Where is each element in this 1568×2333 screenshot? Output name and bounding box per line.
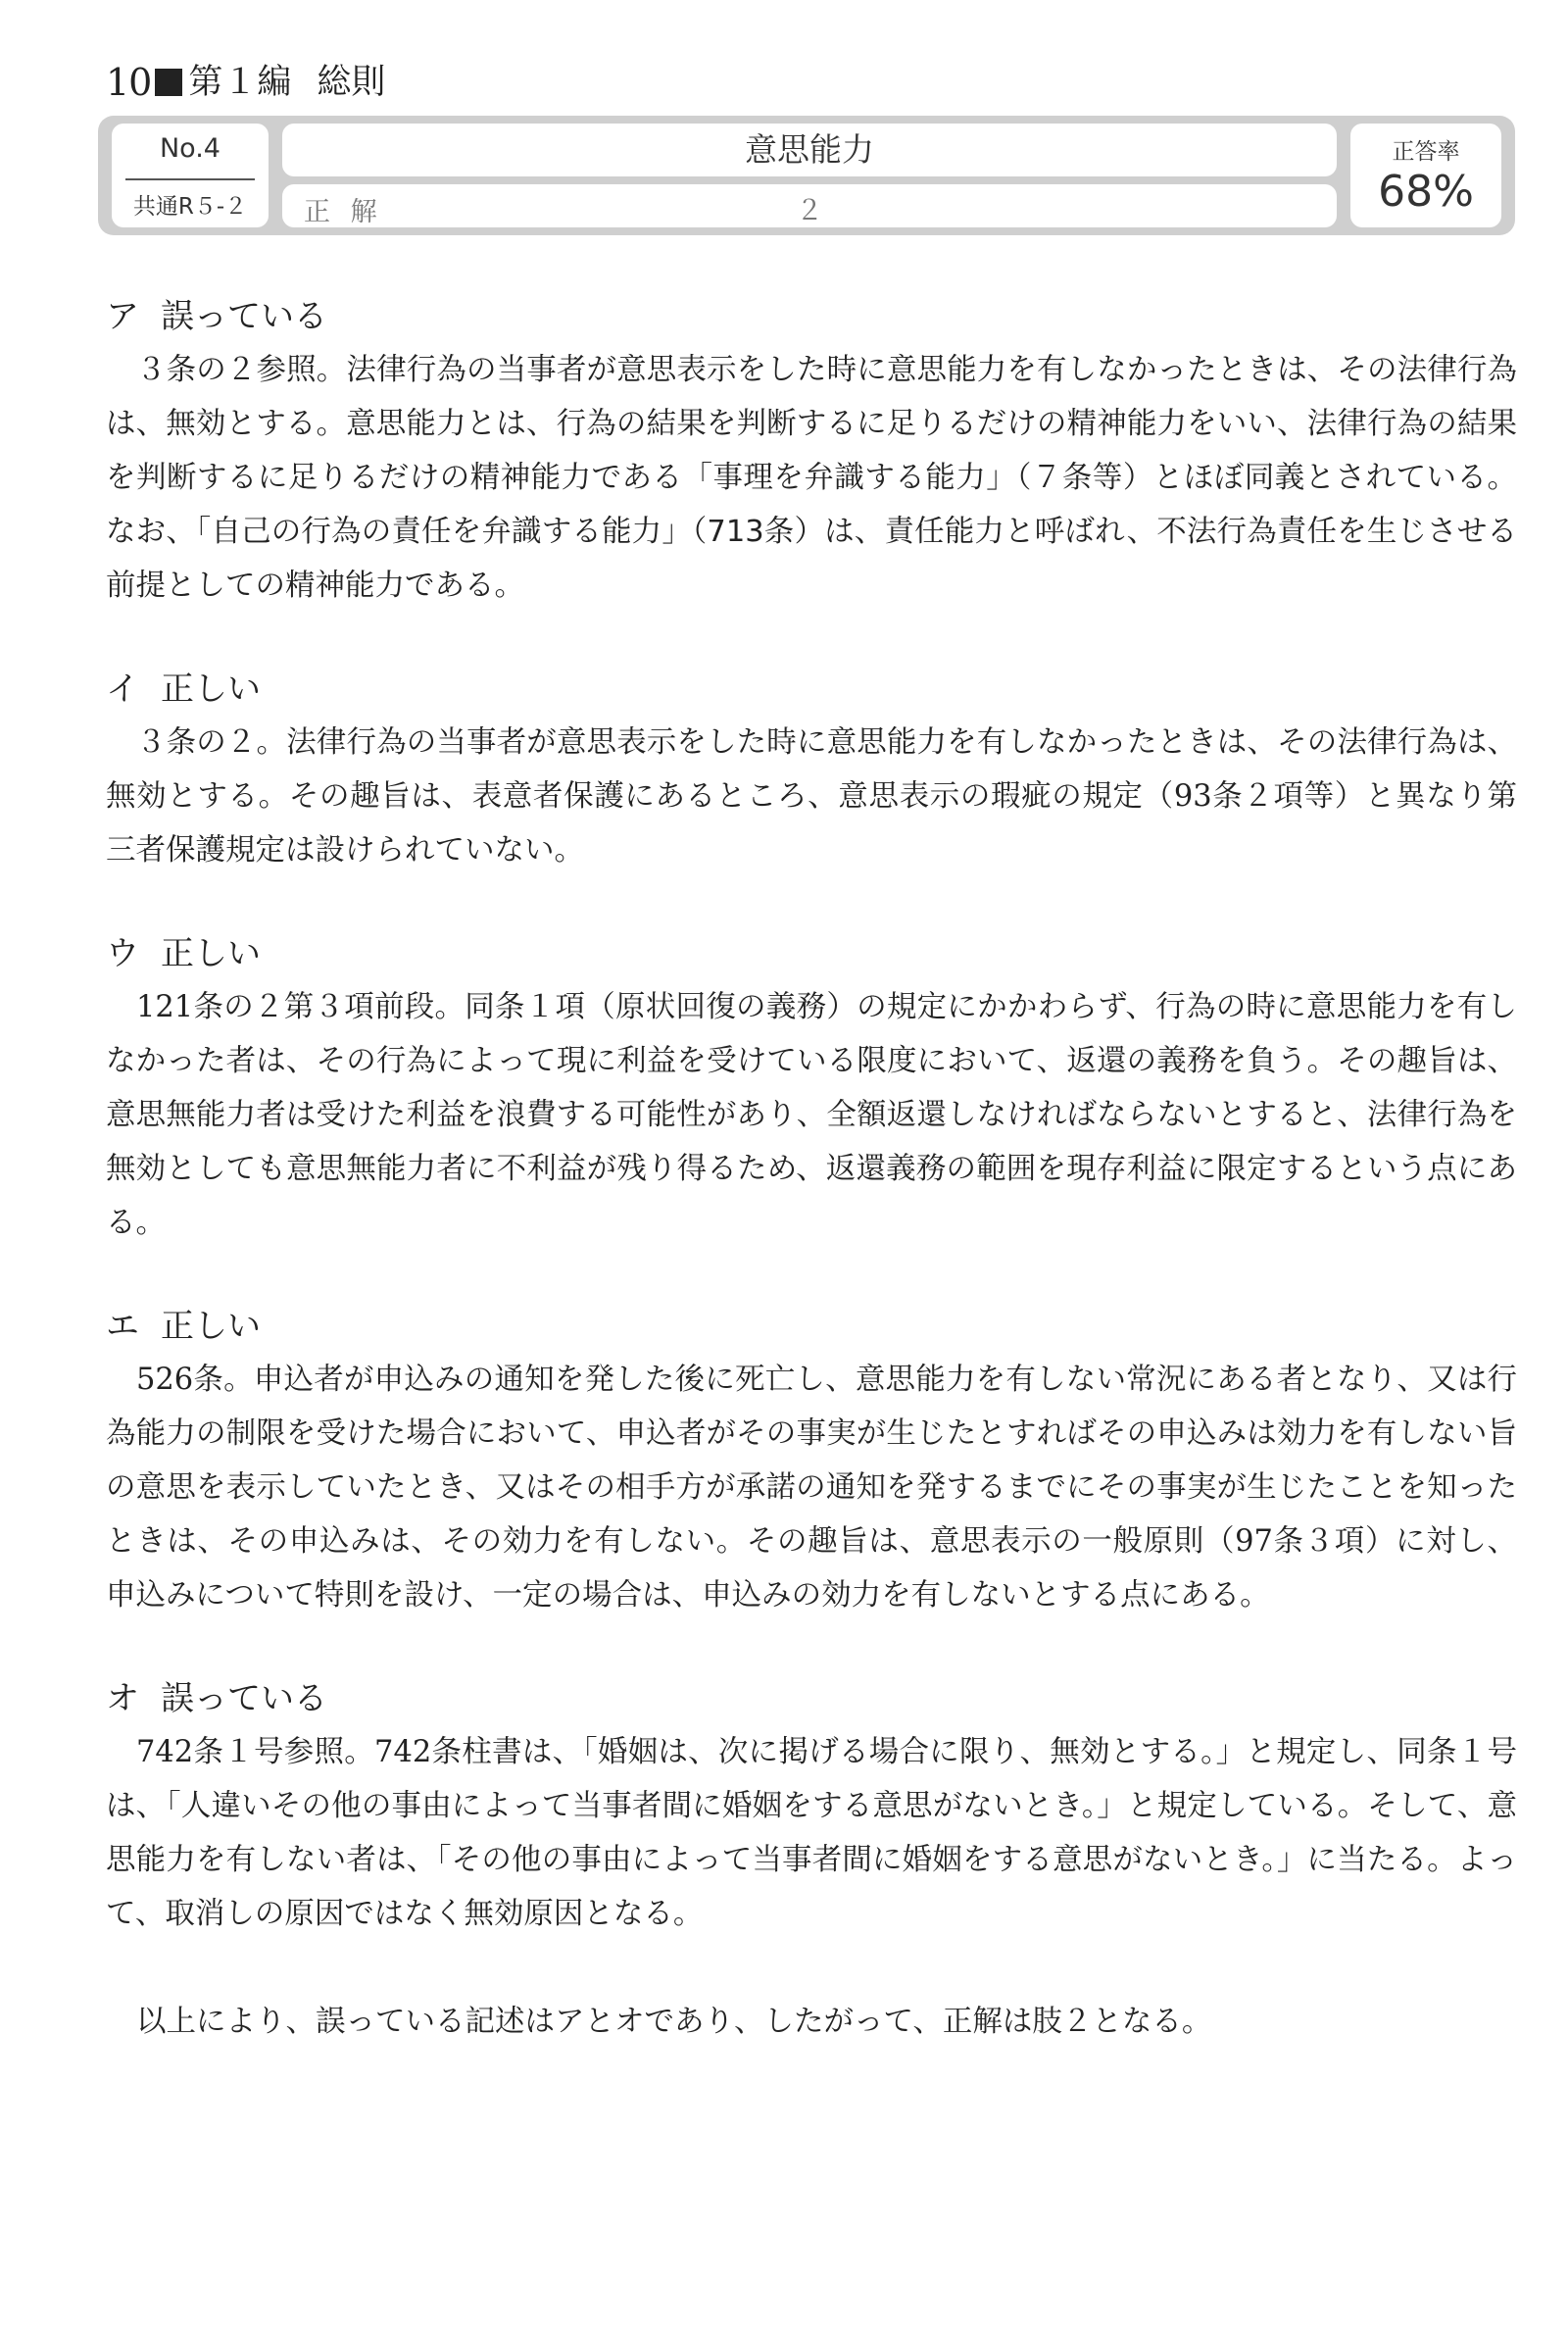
section-heading bbox=[106, 931, 1517, 976]
question-number-box bbox=[112, 124, 269, 227]
option-mark: ア bbox=[106, 297, 139, 336]
body-text: ３条の２。 bbox=[136, 725, 287, 760]
body-text: 。その趣旨は、意思無能力者は受けた利益を浪費する可能性があり、全額返還しなければならないとすると、法律行為を無効としても意思無能力者に不利益が残り得るため、返還義務の範囲を現存利益に限定するという点にある。 bbox=[106, 1044, 1518, 1240]
explanation-section bbox=[106, 667, 1517, 877]
option-mark: ウ bbox=[106, 934, 139, 973]
body-text: である。 bbox=[405, 569, 524, 603]
emphasis-text: 法律行為の当事者が意思表示をした時に意思能力を有しなかったときは、その法律行為は、無効とする。 bbox=[106, 725, 1518, 814]
option-mark: エ bbox=[106, 1307, 139, 1346]
section-body bbox=[106, 716, 1517, 877]
section-body bbox=[106, 343, 1517, 613]
correct-rate-label: 正答率 bbox=[1392, 139, 1460, 165]
page-header bbox=[106, 61, 385, 104]
explanation-section bbox=[106, 294, 1517, 613]
section-body bbox=[106, 980, 1517, 1250]
divider bbox=[125, 178, 255, 180]
explanation-section bbox=[106, 1304, 1517, 1622]
square-marker-icon bbox=[155, 69, 182, 96]
explanation-content bbox=[106, 294, 1517, 2049]
answer-box bbox=[282, 184, 1337, 227]
body-text: 又は行為能力の制限を受けた場合において、申込者がその事実が生じたとすればその申込みは効力を有しない旨の意思を表示していたとき、又は bbox=[106, 1363, 1518, 1505]
correct-rate-box bbox=[1350, 124, 1501, 227]
body-text: 526条。 bbox=[136, 1363, 254, 1397]
verdict-label: 正しい bbox=[161, 670, 261, 709]
body-text: 。その趣旨は、意思表示の一般原則（97条３項）に対し、申込みについて特則を設け、一定の場合は、申込みの効力を有しないとする点にある。 bbox=[106, 1524, 1517, 1613]
verdict-label: 誤っている bbox=[161, 297, 327, 336]
body-text: 。 bbox=[554, 833, 584, 868]
body-text: 。 bbox=[672, 1897, 704, 1931]
body-text: 742条１号参照。742条柱書は、「婚姻は、次に掲げる場合に限り、無効とする。」と規定し、同条１号は、「人違いその他の事由によって当事者間に婚姻をする意思がないとき。」と規定している。そして、意思能力を有しない者は、「その他の事由によって当事者間に婚姻をする意思がないとき。」に当たる。よって、 bbox=[106, 1735, 1517, 1931]
emphasis-text: その相手方が承諾の通知を発するまでにその事実が生じたことを知ったときは、その申込みは、その効力を有しない bbox=[106, 1470, 1517, 1559]
body-text: をいい、法律行為の結果を判断するに足りるだけの精神能力である「事理を弁識する能力」（７条等）とほぼ同義とされている。なお、 bbox=[106, 407, 1518, 549]
question-title: 意思能力 bbox=[282, 124, 1337, 176]
chapter-label: 総則 bbox=[317, 63, 386, 102]
question-header-box bbox=[98, 116, 1515, 235]
body-text: その趣旨は、表意者保護にあるところ、意思表示の瑕疵の規定（93条２項等）と異なり bbox=[288, 779, 1488, 814]
emphasis-text: 「自己の行為の責任を弁識する能力」（713条）は、責任能力と呼ばれ、不法行為責任を生じさせる前提としての精神能力 bbox=[106, 515, 1518, 603]
emphasis-text: 意思能力とは、行為の結果を判断するに足りるだけの精神能力 bbox=[346, 407, 1188, 441]
correct-rate-value: 68% bbox=[1378, 167, 1474, 217]
emphasis-text: 意思能力を有しない常況にある者となり、 bbox=[855, 1363, 1428, 1397]
emphasis-text: 取消しの原因ではなく無効原因となる bbox=[165, 1897, 673, 1931]
section-body bbox=[106, 1353, 1517, 1622]
conclusion-text: 以上により、誤っている記述はアとオであり、したがって、正解は肢２となる。 bbox=[136, 2005, 1212, 2039]
answer-value: ２ bbox=[795, 194, 823, 226]
section-heading bbox=[106, 667, 1517, 712]
part-label: 第１編 bbox=[188, 63, 292, 102]
emphasis-text: 申込者が申込みの通知を発した後に bbox=[253, 1363, 736, 1397]
emphasis-text: 第三者保護規定は設けられていない bbox=[106, 779, 1517, 868]
verdict-label: 誤っている bbox=[161, 1679, 327, 1718]
explanation-section bbox=[106, 931, 1517, 1250]
option-mark: オ bbox=[106, 1679, 139, 1718]
verdict-label: 正しい bbox=[161, 1307, 261, 1346]
verdict-label: 正しい bbox=[161, 934, 261, 973]
answer-label: 正 解 bbox=[304, 197, 383, 227]
explanation-section bbox=[106, 1676, 1517, 1941]
page-number: 10 bbox=[106, 61, 152, 104]
question-number: No.4 bbox=[159, 133, 220, 164]
body-text: ３条の２参照。法律行為の当事者が意思表示をした時に意思能力を有しなかったときは、その法律行為は、無効とする。 bbox=[106, 353, 1517, 441]
section-heading bbox=[106, 294, 1517, 339]
section-heading bbox=[106, 1676, 1517, 1721]
emphasis-text: 行為の時に意思能力を有しなかった者は、その行為によって現に利益を受けている限度において、返還の義務を負う bbox=[106, 990, 1517, 1078]
section-heading bbox=[106, 1304, 1517, 1349]
question-source: 共通R５-２ bbox=[132, 194, 248, 220]
option-mark: イ bbox=[106, 670, 139, 709]
body-text: 121条の２第３項前段。同条１項（原状回復の義務）の規定にかかわらず、 bbox=[136, 990, 1156, 1024]
body-text: 死亡し、 bbox=[735, 1363, 856, 1397]
section-body bbox=[106, 1725, 1517, 1941]
